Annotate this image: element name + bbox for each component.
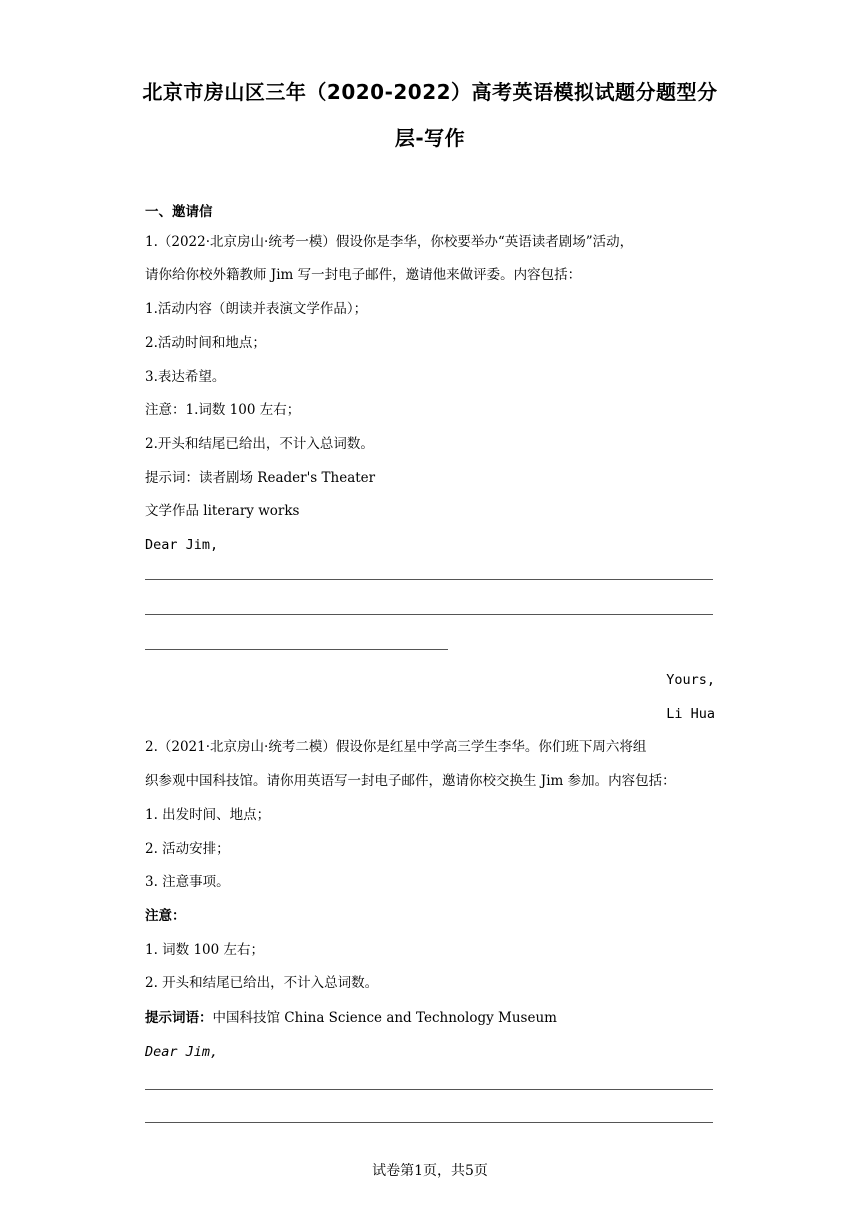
page-footer: 试卷第1页，共5页 (372, 1163, 488, 1179)
q2-note-label: 注意： (145, 908, 186, 924)
document-title-line-2: 层-写作 (394, 126, 466, 150)
q1-item-1: 1.活动内容（朗读并表演文学作品）； (145, 301, 368, 317)
q1-note-2: 2.开头和结尾已给出，不计入总词数。 (145, 436, 374, 452)
q2-item-2: 2. 活动安排； (145, 841, 230, 857)
answer-line (145, 649, 448, 650)
answer-line (145, 1122, 713, 1123)
q1-closing-1: Yours, (666, 672, 715, 688)
q1-salutation: Dear Jim, (145, 537, 219, 553)
answer-line (145, 579, 713, 580)
q2-item-3: 3. 注意事项。 (145, 874, 230, 890)
answer-line (145, 614, 713, 615)
q2-salutation: Dear Jim, (145, 1044, 219, 1060)
q1-stem-line-2: 请你给你校外籍教师 Jim 写一封电子邮件，邀请他来做评委。内容包括： (145, 267, 582, 283)
q1-item-3: 3.表达希望。 (145, 369, 226, 385)
q1-hint-2: 文学作品 literary works (145, 503, 300, 519)
q2-note-1: 1. 词数 100 左右； (145, 942, 265, 958)
q1-note-1: 注意：1.词数 100 左右； (145, 402, 301, 418)
q1-hint-1: 提示词：读者剧场 Reader's Theater (145, 470, 376, 486)
q2-stem-line-2: 织参观中国科技馆。请你用英语写一封电子邮件，邀请你校交换生 Jim 参加。内容包括： (145, 773, 676, 789)
q2-hint-text: 中国科技馆 China Science and Technology Museum (212, 1010, 557, 1026)
q2-note-2: 2. 开头和结尾已给出，不计入总词数。 (145, 975, 379, 991)
q2-hint-label: 提示词语： (145, 1010, 213, 1026)
q1-item-2: 2.活动时间和地点； (145, 335, 266, 351)
section-heading: 一、邀请信 (145, 204, 213, 220)
q2-hint (145, 1009, 557, 1027)
answer-line (145, 1089, 713, 1090)
q1-closing-2: Li Hua (666, 706, 715, 722)
q2-stem-line-1: 2.（2021·北京房山·统考二模）假设你是红星中学高三学生李华。你们班下周六将组 (145, 739, 647, 755)
q2-item-1: 1. 出发时间、地点； (145, 807, 271, 823)
q1-stem-line-1: 1.（2022·北京房山·统考一模）假设你是李华，你校要举办“英语读者剧场”活动， (145, 234, 634, 250)
document-title-line-1: 北京市房山区三年（2020-2022）高考英语模拟试题分题型分 (142, 80, 718, 104)
